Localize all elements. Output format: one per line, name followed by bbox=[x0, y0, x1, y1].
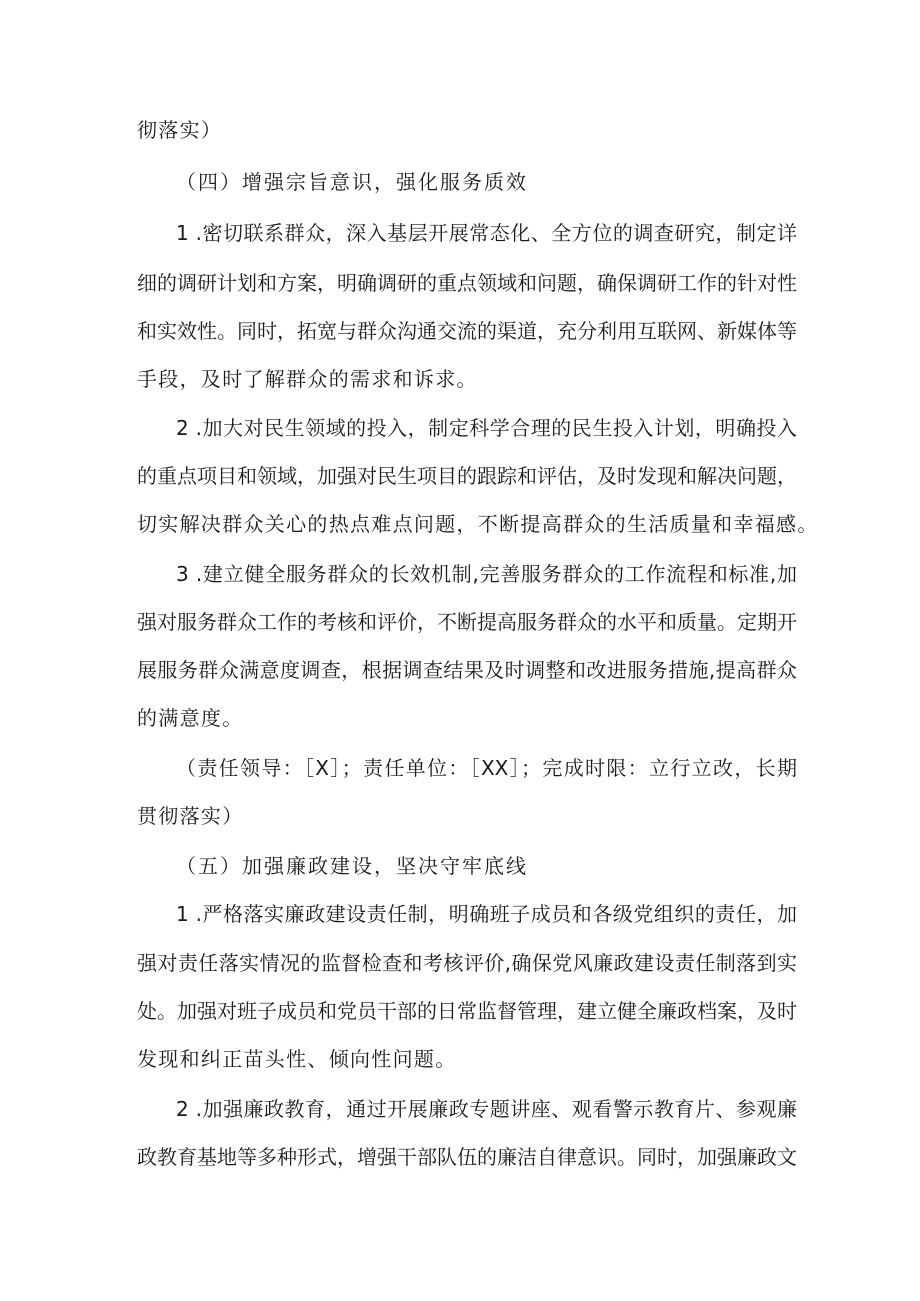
text-line: 的满意度。 bbox=[137, 706, 244, 730]
text-line: 切实解决群众关心的热点难点问题，不断提高群众的生活质量和幸福感。 bbox=[137, 512, 819, 536]
text-line: 强对服务群众工作的考核和评价，不断提高服务群众的水平和质量。定期开 bbox=[137, 610, 797, 634]
section-heading: （五）加强廉政建设，坚决守牢底线 bbox=[176, 854, 528, 878]
section-heading: （四）增强宗旨意识，强化服务质效 bbox=[176, 170, 528, 194]
text-line: 处。加强对班子成员和党员干部的日常监督管理，建立健全廉政档案，及时 bbox=[137, 999, 797, 1023]
text-line: 展服务群众满意度调查，根据调查结果及时调整和改进服务措施,提高群众 bbox=[137, 658, 797, 682]
text-line: 彻落实） bbox=[137, 118, 223, 142]
text-line: 政教育基地等多种形式，增强干部队伍的廉洁自律意识。同时，加强廉政文 bbox=[137, 1145, 797, 1169]
text-line: 细的调研计划和方案，明确调研的重点领域和问题，确保调研工作的针对性 bbox=[137, 271, 797, 295]
text-line: 发现和纠正苗头性、倾向性问题。 bbox=[137, 1047, 457, 1071]
responsibility-note: （责任领导：［X］；责任单位：［XX］；完成时限：立行立改，长期 bbox=[176, 756, 797, 780]
text-line: 1 .严格落实廉政建设责任制，明确班子成员和各级党组织的责任，加 bbox=[176, 902, 797, 926]
text-line: 和实效性。同时，拓宽与群众沟通交流的渠道，充分利用互联网、新媒体等 bbox=[137, 319, 797, 343]
text-line: 2 .加大对民生领域的投入，制定科学合理的民生投入计划，明确投入 bbox=[176, 416, 797, 440]
text-line: 强对责任落实情况的监督检查和考核评价,确保党风廉政建设责任制落到实 bbox=[137, 951, 797, 975]
text-line: 手段，及时了解群众的需求和诉求。 bbox=[137, 367, 478, 391]
text-line: 贯彻落实） bbox=[137, 804, 244, 828]
text-line: 3 .建立健全服务群众的长效机制,完善服务群众的工作流程和标准,加 bbox=[176, 562, 797, 586]
text-line: 1 .密切联系群众，深入基层开展常态化、全方位的调查研究，制定详 bbox=[176, 221, 797, 245]
text-line: 的重点项目和领域，加强对民生项目的跟踪和评估，及时发现和解决问题， bbox=[137, 464, 797, 488]
text-line: 2 .加强廉政教育，通过开展廉政专题讲座、观看警示教育片、参观廉 bbox=[176, 1097, 797, 1121]
